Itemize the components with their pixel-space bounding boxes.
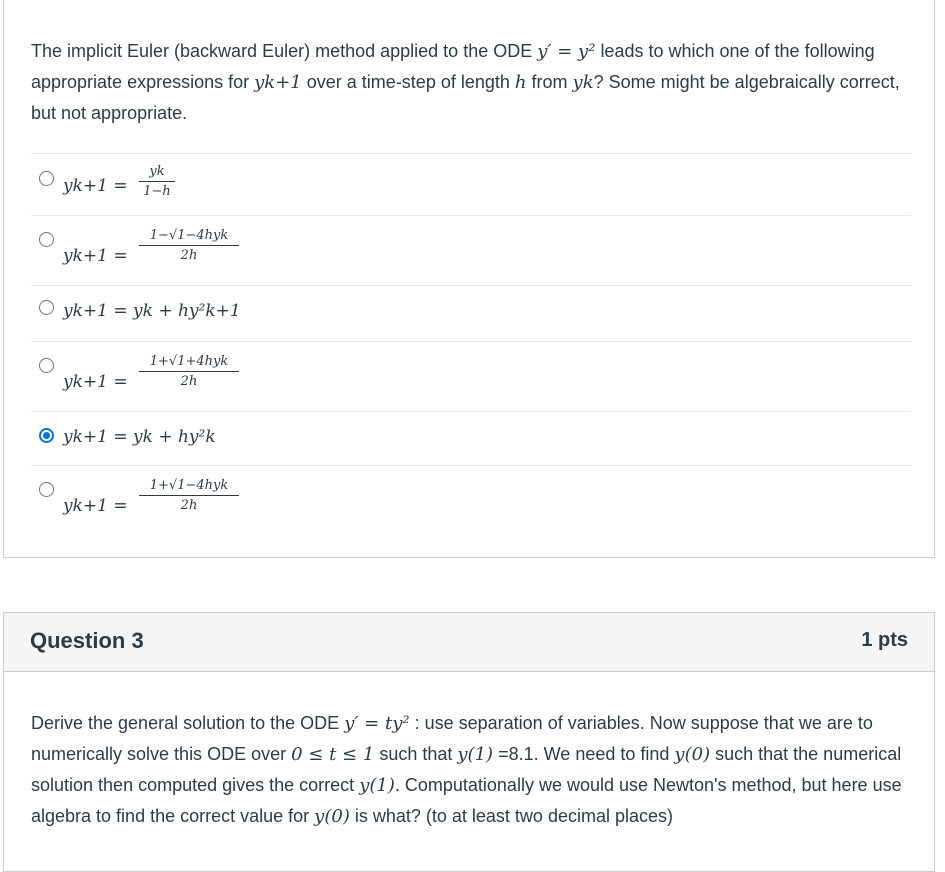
answer-option-3[interactable]	[31, 286, 911, 342]
q3-text-c: such that	[379, 744, 453, 764]
q3-cond-val: =8.1.	[498, 744, 539, 764]
question-2-card	[3, 0, 935, 558]
answer-1-denominator: 1−h	[143, 184, 171, 199]
q3-y0: y(0)	[674, 744, 711, 765]
q3-text-f: . Computationally we would use Newton's method, but here use algebra to find the correct value for	[31, 775, 902, 826]
q3-text-e: such that the numerical solution then computed gives the correct	[31, 744, 902, 795]
q3-range: 0 ≤ t ≤ 1	[291, 744, 375, 765]
q2-text-end: ? Some might be algebraically correct, but not appropriate.	[31, 72, 900, 123]
answer-4-fraction	[139, 354, 239, 389]
q2-ode: y′ = y²	[537, 41, 596, 62]
answer-4-numerator: 1+√1+4hyk	[149, 354, 229, 369]
question-3-points: 1 pts	[861, 629, 908, 651]
answer-6-lhs: yk+1 =	[63, 496, 128, 516]
q2-yk: yk	[572, 72, 594, 93]
answer-2-lhs: yk+1 =	[63, 246, 128, 266]
question-3-title: Question 3	[30, 628, 144, 653]
q3-text-a: Derive the general solution to the ODE	[31, 713, 340, 733]
radio-button-selected[interactable]	[39, 428, 54, 443]
answer-option-2[interactable]	[31, 216, 911, 286]
answer-2-numerator: 1−√1−4hyk	[149, 228, 229, 243]
answer-6-denominator: 2h	[180, 498, 198, 513]
radio-button[interactable]	[39, 482, 54, 497]
question-3-header	[4, 613, 934, 672]
answer-list	[31, 153, 911, 536]
answer-4-lhs: yk+1 =	[63, 372, 128, 392]
q2-yk1: yk+1	[254, 72, 302, 93]
answer-option-4[interactable]	[31, 342, 911, 412]
answer-1-lhs: yk+1 =	[63, 176, 128, 196]
q2-text-mid: leads to which one of the following appropriate expressions for	[31, 41, 875, 92]
q2-h: h	[514, 72, 527, 93]
question-3-text	[31, 708, 911, 832]
question-3-card	[3, 612, 935, 872]
answer-1-fraction	[139, 164, 175, 199]
q3-y0b: y(0)	[314, 806, 350, 827]
answer-2-fraction	[139, 228, 239, 263]
answer-4-denominator: 2h	[180, 374, 198, 389]
q2-text-mid2: over a time-step of length	[306, 72, 510, 92]
q3-text-b: : use separation of variables. Now suppose that we are to numerically solve this ODE over	[31, 713, 873, 764]
radio-button[interactable]	[39, 358, 54, 373]
radio-button[interactable]	[39, 232, 54, 247]
answer-6-numerator: 1+√1−4hyk	[149, 478, 229, 493]
answer-option-1[interactable]	[31, 154, 911, 216]
radio-button[interactable]	[39, 300, 54, 315]
answer-2-denominator: 2h	[180, 248, 198, 263]
radio-button[interactable]	[39, 171, 54, 186]
q3-y1: y(1)	[359, 775, 395, 796]
q2-text-intro: The implicit Euler (backward Euler) method applied to the ODE	[31, 41, 533, 61]
q3-ode: y′ = ty²	[344, 713, 410, 734]
q3-text-d: We need to find	[543, 744, 670, 764]
answer-option-5[interactable]	[31, 412, 911, 466]
q2-text-from: from	[531, 72, 568, 92]
question-2-text	[31, 36, 911, 128]
q3-text-g: is what? (to at least two decimal places)	[354, 806, 673, 826]
answer-6-fraction	[139, 478, 239, 513]
answer-option-6[interactable]	[31, 466, 911, 536]
answer-3-lhs: yk+1 = yk + hy²k+1	[63, 301, 241, 321]
answer-1-numerator: yk	[149, 164, 165, 179]
q3-cond: y(1)	[457, 744, 494, 765]
answer-5-lhs: yk+1 = yk + hy²k	[63, 427, 216, 447]
